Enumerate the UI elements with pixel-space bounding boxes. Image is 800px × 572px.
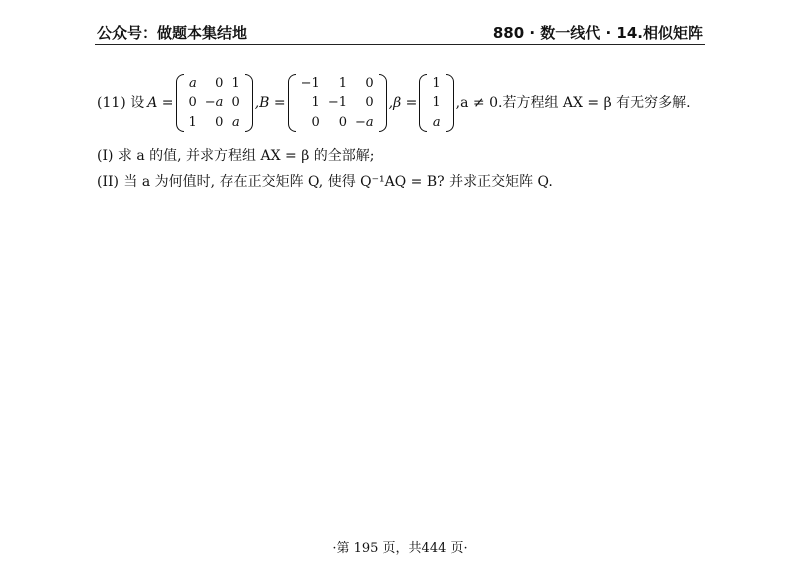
page-footer: ·第 195 页，共444 页· — [332, 541, 468, 556]
matrix-b-entry: 1 — [311, 95, 320, 111]
matrix-b-entry: 0 — [338, 114, 347, 130]
left-paren — [419, 74, 427, 132]
vector-beta-row — [428, 113, 444, 132]
matrix-a-entry: 0 — [231, 95, 240, 111]
vector-beta-row — [428, 74, 444, 93]
vector-beta-entry: 1 — [432, 95, 441, 111]
matrix-b-row — [297, 93, 378, 112]
matrix-b-entry: 0 — [365, 75, 374, 91]
matrix-a-row — [185, 93, 244, 112]
matrix-a-entry: −a — [204, 95, 224, 111]
vector-beta-label: ,β = — [388, 94, 418, 111]
matrix-b-entry: 0 — [365, 95, 374, 111]
matrix-a-row — [185, 74, 244, 93]
left-paren — [176, 74, 184, 132]
matrix-a-label: A = — [147, 94, 174, 111]
page-header — [95, 20, 705, 45]
part-1: (I) 求 a 的值, 并求方程组 AX = β 的全部解; — [97, 148, 375, 164]
matrix-b-entry: −1 — [327, 95, 347, 111]
matrix-b-label: ,B = — [254, 94, 286, 111]
matrix-b-entry: 0 — [311, 114, 320, 130]
left-paren — [288, 74, 296, 132]
matrix-b-entry: −1 — [300, 75, 320, 91]
matrix-a-entry: 1 — [188, 114, 197, 130]
matrix-b-row — [297, 113, 378, 132]
matrix-a-entry: 0 — [215, 114, 224, 130]
matrix-a-entry: a — [189, 75, 197, 91]
problem-11 — [97, 72, 707, 134]
problem-number: (11) 设 — [97, 94, 145, 111]
matrix-b-entry: −a — [354, 114, 374, 130]
vector-beta — [419, 74, 453, 132]
matrix-a-row — [185, 113, 244, 132]
vector-beta-entry: 1 — [432, 75, 441, 91]
matrix-a — [176, 74, 253, 132]
right-paren — [245, 74, 253, 132]
problem-condition: ,a ≠ 0.若方程组 AX = β 有无穷多解. — [455, 94, 691, 111]
matrix-b — [288, 74, 387, 132]
right-paren — [379, 74, 387, 132]
header-source: 公众号：做题本集结地 — [97, 24, 248, 42]
matrix-a-entry: 0 — [215, 75, 224, 91]
part-2: (II) 当 a 为何值时, 存在正交矩阵 Q, 使得 Q⁻¹AQ = B? 并求正交矩阵 Q. — [97, 174, 553, 190]
matrix-a-entry: a — [231, 114, 240, 130]
header-section: 880 · 数一线代 · 14.相似矩阵 — [492, 24, 703, 42]
right-paren — [446, 74, 454, 132]
matrix-a-entry: 0 — [188, 95, 197, 111]
vector-beta-entry: a — [432, 114, 441, 130]
problem-statement — [97, 72, 707, 134]
matrix-b-row — [297, 74, 378, 93]
matrix-a-entry: 1 — [231, 75, 240, 91]
vector-beta-row — [428, 93, 444, 112]
matrix-b-entry: 1 — [338, 75, 347, 91]
